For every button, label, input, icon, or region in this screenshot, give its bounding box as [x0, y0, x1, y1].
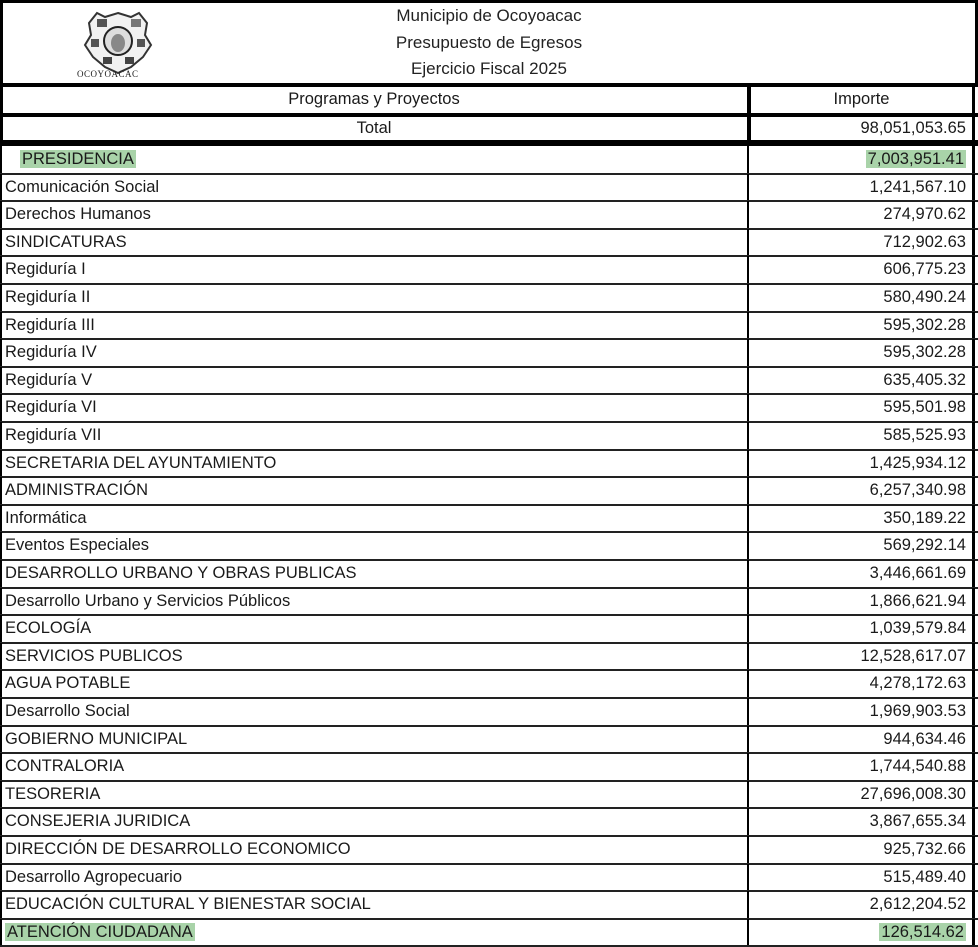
program-name-cell [0, 643, 745, 670]
amount-cell [747, 201, 975, 228]
amount-cell [747, 588, 975, 615]
table-row [0, 615, 978, 642]
amount-value: 569,292.14 [883, 536, 966, 555]
table-row [0, 339, 978, 366]
document-header [0, 0, 978, 86]
amount-cell [747, 643, 975, 670]
program-name-cell [0, 422, 745, 449]
amount-value: 6,257,340.98 [869, 481, 966, 500]
program-name-cell [0, 891, 745, 918]
total-label: Total [0, 117, 745, 140]
program-name: AGUA POTABLE [5, 674, 131, 693]
amount-value: 1,744,540.88 [869, 757, 966, 776]
program-name: Regiduría IV [5, 343, 97, 362]
amount-value: 595,302.28 [883, 343, 966, 362]
program-name: Regiduría V [5, 370, 93, 389]
program-name: Desarrollo Social [5, 702, 130, 720]
amount-value: 1,969,903.53 [869, 702, 966, 720]
amount-cell [747, 670, 975, 697]
table-row [0, 726, 978, 753]
program-name: Regiduría I [5, 260, 86, 279]
program-name-cell [0, 808, 745, 835]
logo-caption: OCOYOACAC [77, 69, 139, 79]
program-name: GOBIERNO MUNICIPAL [5, 729, 188, 748]
table-row [0, 836, 978, 863]
fiscal-year-title: Ejercicio Fiscal 2025 [411, 59, 567, 78]
amount-cell [747, 146, 975, 173]
amount-value: 944,634.46 [883, 729, 966, 748]
program-name-cell [0, 174, 745, 201]
table-row [0, 808, 978, 835]
amount-cell [747, 174, 975, 201]
program-name: Regiduría III [5, 315, 95, 334]
table-row [0, 891, 978, 918]
program-name-cell [0, 919, 745, 946]
program-name-cell [0, 505, 745, 532]
amount-value: 515,489.40 [883, 867, 966, 886]
program-name-cell [0, 588, 745, 615]
program-name: Comunicación Social [5, 177, 160, 196]
table-row [0, 367, 978, 394]
amount-cell [747, 450, 975, 477]
program-name-cell [0, 394, 745, 421]
column-header-row [0, 87, 978, 113]
amount-cell [747, 394, 975, 421]
program-name: DESARROLLO URBANO Y OBRAS PUBLICAS [5, 564, 357, 582]
table-row [0, 560, 978, 587]
document-title: Presupuesto de Egresos [395, 33, 583, 52]
program-name: SERVICIOS PUBLICOS [5, 646, 183, 665]
program-name: Informática [5, 508, 87, 527]
program-name-cell [0, 477, 745, 504]
program-name-cell [0, 615, 745, 642]
total-amount: 98,051,053.65 [747, 117, 975, 140]
amount-value: 3,446,661.69 [869, 564, 966, 582]
amount-cell [747, 256, 975, 283]
amount-cell [747, 781, 975, 808]
program-name: ECOLOGÍA [5, 619, 92, 638]
table-row [0, 698, 978, 725]
amount-cell [747, 560, 975, 587]
program-name: CONTRALORIA [5, 757, 125, 776]
program-name: SECRETARIA DEL AYUNTAMIENTO [5, 453, 277, 472]
program-name: Regiduría VII [5, 426, 102, 444]
program-name-cell [0, 753, 745, 780]
amount-value: 595,501.98 [883, 398, 966, 417]
table-row [0, 670, 978, 697]
amount-value: 595,302.28 [883, 315, 966, 334]
program-name-cell [0, 726, 745, 753]
amount-value: 350,189.22 [883, 508, 966, 527]
program-name-cell [0, 532, 745, 559]
amount-value: 3,867,655.34 [869, 812, 966, 831]
program-name-cell [0, 339, 745, 366]
table-row [0, 174, 978, 201]
program-name-cell [0, 560, 745, 587]
amount-cell [747, 698, 975, 725]
table-row [0, 312, 978, 339]
program-name: Eventos Especiales [5, 536, 149, 555]
amount-value: 1,866,621.94 [869, 591, 966, 610]
program-name: TESORERIA [5, 784, 101, 803]
table-row [0, 532, 978, 559]
amount-cell [747, 339, 975, 366]
table-row [0, 643, 978, 670]
program-name-cell [0, 698, 745, 725]
amount-cell [747, 864, 975, 891]
table-row [0, 864, 978, 891]
program-name: ADMINISTRACIÓN [5, 481, 149, 500]
amount-cell [747, 505, 975, 532]
program-name-cell [0, 229, 745, 256]
table-row [0, 146, 978, 173]
amount-value: 606,775.23 [883, 260, 966, 279]
amount-value: 1,241,567.10 [869, 177, 966, 196]
amount-value: 126,514.62 [881, 922, 964, 941]
program-name: Regiduría II [5, 288, 91, 306]
amount-cell [747, 229, 975, 256]
table-row [0, 588, 978, 615]
program-name: Regiduría VI [5, 398, 97, 417]
program-name: EDUCACIÓN CULTURAL Y BIENESTAR SOCIAL [5, 895, 371, 914]
amount-value: 925,732.66 [883, 840, 966, 858]
amount-cell [747, 891, 975, 918]
table-row [0, 284, 978, 311]
program-name: Derechos Humanos [5, 205, 151, 224]
program-name-cell [0, 367, 745, 394]
amount-value: 12,528,617.07 [860, 646, 966, 665]
table-row [0, 256, 978, 283]
amount-cell [747, 808, 975, 835]
municipality-title: Municipio de Ocoyoacac [396, 6, 582, 25]
total-row [0, 117, 978, 140]
program-name-cell [0, 864, 745, 891]
amount-value: 1,039,579.84 [869, 619, 966, 638]
table-row [0, 505, 978, 532]
amount-value: 712,902.63 [883, 232, 966, 251]
amount-value: 274,970.62 [883, 205, 966, 224]
amount-cell [747, 312, 975, 339]
amount-cell [747, 726, 975, 753]
amount-value: 2,612,204.52 [869, 895, 966, 914]
program-name-cell [0, 146, 745, 173]
program-name-cell [0, 450, 745, 477]
amount-value: 4,278,172.63 [869, 674, 966, 693]
amount-cell [747, 836, 975, 863]
table-row [0, 919, 978, 946]
amount-value: 580,490.24 [883, 288, 966, 306]
program-name: CONSEJERIA JURIDICA [5, 812, 191, 831]
table-row [0, 450, 978, 477]
amount-value: 7,003,951.41 [867, 150, 964, 168]
amount-cell [747, 919, 975, 946]
column-header-programs: Programas y Proyectos [0, 87, 745, 113]
table-row [0, 229, 978, 256]
table-row [0, 201, 978, 228]
program-name: DIRECCIÓN DE DESARROLLO ECONOMICO [5, 840, 351, 858]
program-name: Desarrollo Urbano y Servicios Públicos [5, 591, 291, 610]
program-name-cell [0, 836, 745, 863]
program-name-cell [0, 312, 745, 339]
amount-cell [747, 532, 975, 559]
program-name-cell [0, 781, 745, 808]
amount-cell [747, 367, 975, 394]
amount-cell [747, 284, 975, 311]
program-name-cell [0, 670, 745, 697]
program-name-cell [0, 256, 745, 283]
program-name: PRESIDENCIA [22, 150, 134, 168]
program-name-cell [0, 201, 745, 228]
amount-cell [747, 615, 975, 642]
table-row [0, 477, 978, 504]
program-name-cell [0, 284, 745, 311]
table-row [0, 422, 978, 449]
program-name: SINDICATURAS [5, 232, 127, 251]
table-row [0, 781, 978, 808]
amount-cell [747, 477, 975, 504]
program-name: ATENCIÓN CIUDADANA [7, 922, 193, 941]
amount-value: 1,425,934.12 [869, 453, 966, 472]
amount-value: 635,405.32 [883, 370, 966, 389]
table-row [0, 753, 978, 780]
amount-value: 27,696,008.30 [860, 784, 966, 803]
table-row [0, 394, 978, 421]
amount-cell [747, 422, 975, 449]
column-header-amount: Importe [747, 87, 975, 113]
amount-value: 585,525.93 [883, 426, 966, 444]
program-name: Desarrollo Agropecuario [5, 867, 183, 886]
amount-cell [747, 753, 975, 780]
